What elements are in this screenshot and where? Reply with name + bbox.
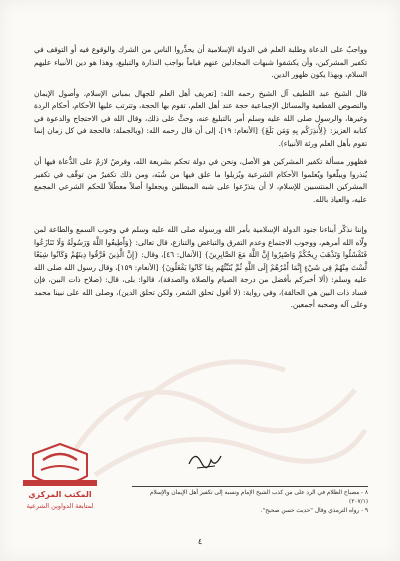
footnote-9: ٩ - رواه الترمذي وقال "حديث حسن صحيح". <box>260 508 368 514</box>
footnote-8: ٨ - مصباح الظلام في الرد على من كذب الشيخ الإمام ونسبه إلى تكفير أهل الإيمان والإسلام (٢٠٧/١) <box>149 490 368 505</box>
page-number: ٤ <box>197 537 203 546</box>
body-text <box>34 44 367 318</box>
stamp-emblem-icon <box>15 440 105 492</box>
stamp-title: المكتب المركزي <box>28 490 92 499</box>
footnotes <box>132 489 368 516</box>
paragraph-2: قال الشيخ عبد اللطيف آل الشيخ رحمه الله: [تعريف أهل العلم للجهال بمباني الإسلام، وأصول الإيمان والنصوص القطعية والمسائل الإجماعية حجة عند أهل العلم، تقوم بها الحجة، وتترتب عليها الأحكام، أحكام الردة وغيرها، والرسول صلى الله عليه وسلم أمر بالتبليغ عنه، وحثَّ على ذلك، وقال الله في الاحتجاج والدعوة في كتابه العزيز: {لِأُنذِرَكُم بِهِ وَمَن بَلَغَ} [الأنعام: ١٩]، إلى أن قال رحمه الله: (وبالجملة: فالحجة في كل زمان إنما تقوم بأهل العلم ورثة الأنبياء). <box>34 88 367 148</box>
office-stamp <box>15 440 105 524</box>
footnote-divider <box>132 486 368 487</box>
signature <box>185 448 225 472</box>
paragraph-1: وواجبٌ على الدعاة وطلبة العلم في الدولة الإسلامية أن يحذِّروا الناس من الشرك والوقوع فيه أو التوقف في تكفير المشركين، وأن يكشفوا شبهات المجادلين عنهم قياماً بواجب النذارة والتبليغ، وهذا هو دين الأنبياء عليهم السلام، وبهذا يكون ظهور الدين. <box>34 45 367 79</box>
stamp-subtitle: لمتابعة الدواوين الشرعية <box>26 502 94 510</box>
paragraph-4: وإننا نذكّر أبناءنا جنود الدولة الإسلامية بأمر الله ورسوله صلى الله عليه وسلم في وجوب السمع والطاعة لمن ولّاه الله أمرهم، ووجوب الاجتماع وعدم التفرق والتباغض والتنازع، قال تعالى: {وَأَطِيعُوا اللَّهَ وَرَسُولَهُ وَلَا تَنَازَعُوا فَتَفْشَلُوا وَتَذْهَبَ رِيحُكُمْ وَاصْبِرُوا إِنَّ اللَّهَ مَعَ الصَّابِرِينَ} [الأنفال: ٤٦]، وقال: {إِنَّ الَّذِينَ فَرَّقُوا دِينَهُمْ وَكَانُوا شِيَعًا لَّسْتَ مِنْهُمْ فِي شَيْءٍ إِنَّمَا أَمْرُهُمْ إِلَى اللَّهِ ثُمَّ يُنَبِّئُهُم بِمَا كَانُوا يَفْعَلُونَ} [الأنعام: ١٥٩]، وقال رسول الله صلى الله عليه وسلم: (ألا أخبركم بأفضل من درجة الصيام والصلاة والصدقة)، قالوا: بلى، قال: (صلاح ذات البين، فإن فساد ذات البين هي الحالقة)، وفي رواية: (لا أقول تحلق الشعر، ولكن تحلق الدين)، وصلى الله على نبينا محمد وعلى آله وصحبه أجمعين. <box>34 225 367 309</box>
paragraph-3: فظهور مسألة تكفير المشركين هو الأصل، ونحن في دولة تحكم بشريعة الله، وفرضٌ لازمٌ على الدُّعاة فيها أن يُنذروا ويبلّغوا ويُعلموا الأحكام الشرعية ويُزيلوا ما علق فيها من شُبَه، ومن ذلك تكفيرُ من توقّف في تكفير المشركين المنتسبين للإسلام، لا أن يتذرّعوا على شبه المبطلين ويجعلوا أصلاً معطّلاً للحكم الشرعي المجمع عليه، والعياذ بالله. <box>34 157 367 204</box>
